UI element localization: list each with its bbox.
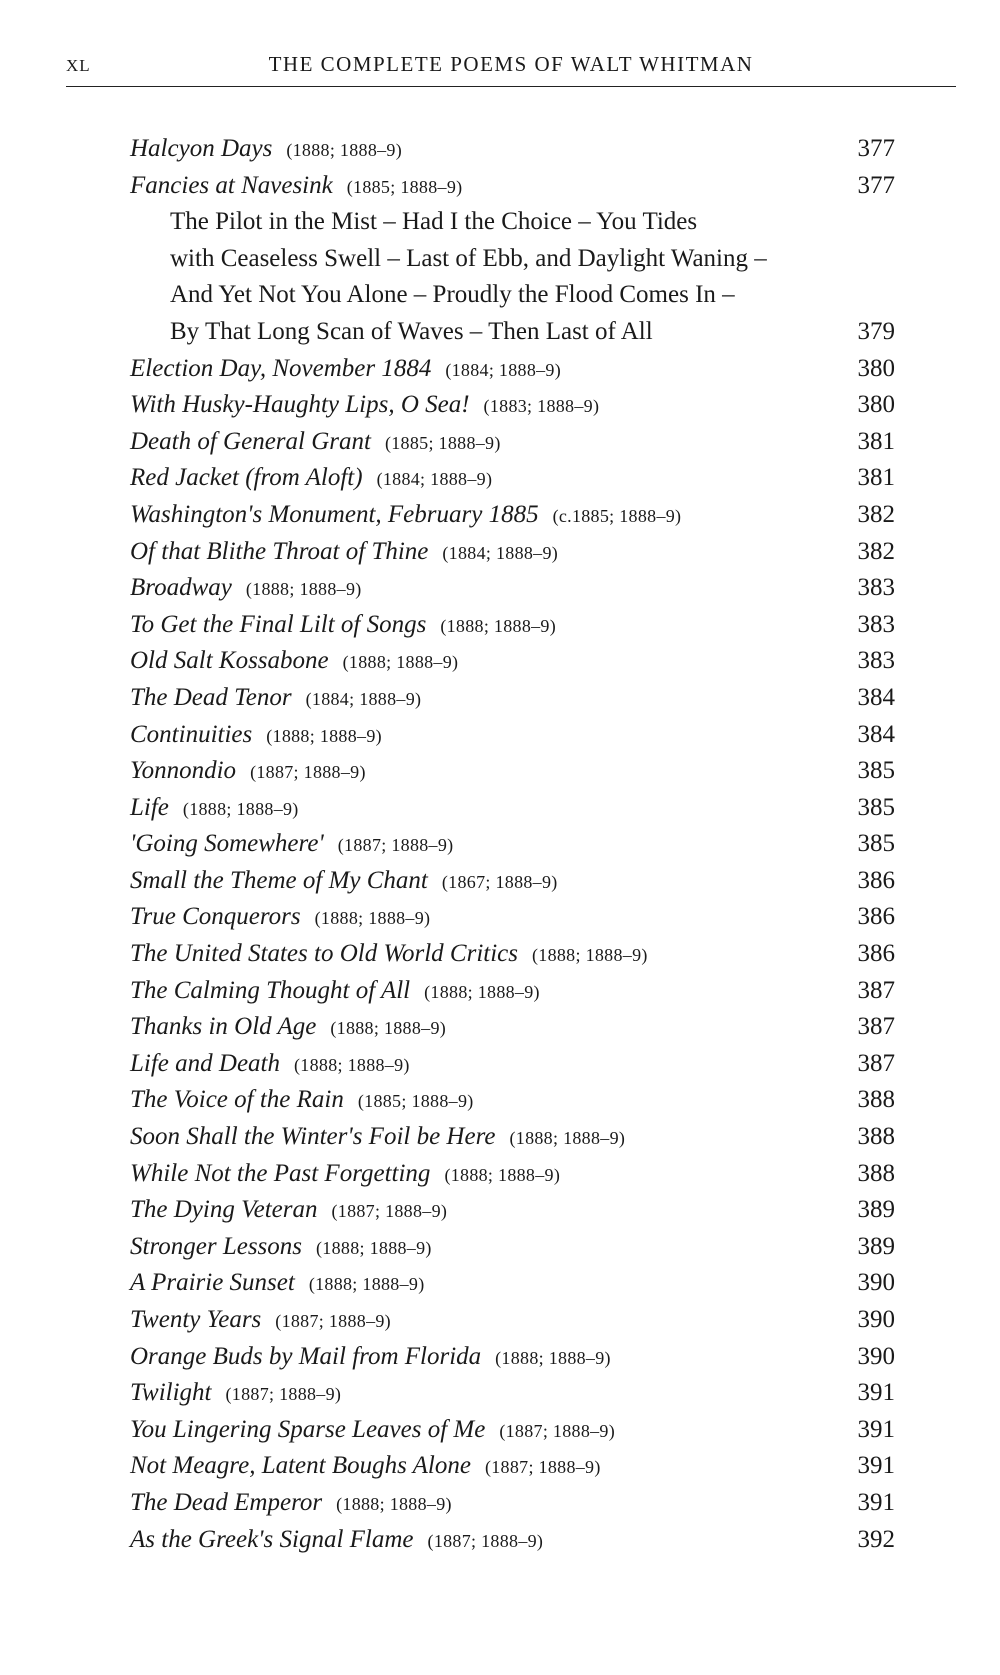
toc-page-number: 387	[857, 1049, 895, 1077]
toc-entry	[130, 534, 895, 571]
toc-entry	[130, 1302, 895, 1339]
toc-page-number: 382	[857, 500, 895, 528]
toc-poem-title: As the Greek's Signal Flame	[130, 1525, 414, 1553]
toc-poem-dates: (1887; 1888–9)	[250, 762, 366, 783]
toc-poem-dates: (1885; 1888–9)	[357, 1091, 474, 1112]
toc-poem-dates: (1884; 1888–9)	[445, 359, 562, 380]
toc-entry	[130, 204, 895, 350]
toc-entry	[130, 1082, 895, 1119]
toc-entry	[130, 643, 895, 680]
toc-poem-title: 'Going Somewhere'	[130, 830, 324, 858]
toc-poem-dates: (1888; 1888–9)	[330, 1018, 447, 1039]
toc-poem-title: The Dying Veteran	[130, 1196, 318, 1224]
toc-page-number: 389	[857, 1232, 895, 1260]
toc-poem-dates: (1885; 1888–9)	[346, 176, 463, 197]
toc-entry	[130, 607, 895, 644]
toc-poem-title: Twenty Years	[130, 1306, 262, 1333]
toc-poem-dates: (1888; 1888–9)	[336, 1493, 452, 1514]
toc-poem-title: Red Jacket (from Aloft)	[130, 464, 363, 492]
running-title: THE COMPLETE POEMS OF WALT WHITMAN	[268, 52, 754, 76]
toc-entry	[130, 1009, 895, 1046]
toc-poem-dates: (1887; 1888–9)	[337, 835, 454, 856]
toc-poem-title: Orange Buds by Mail from Florida	[130, 1342, 482, 1370]
toc-entry	[130, 863, 895, 900]
toc-entry	[130, 168, 895, 205]
toc-poem-title: Washington's Monument, February 1885	[130, 500, 539, 528]
toc-poem-title: Death of General Grant	[130, 427, 371, 455]
running-header	[66, 50, 956, 87]
toc-entry	[130, 1485, 895, 1522]
toc-page-number: 382	[857, 537, 895, 565]
toc-page-number: 390	[857, 1342, 895, 1370]
toc-entry	[130, 1119, 895, 1156]
toc-page-number: 390	[857, 1269, 895, 1297]
toc-entry	[130, 1412, 895, 1449]
toc-entry	[130, 351, 895, 388]
page-number: XL	[66, 56, 91, 75]
toc-page-number: 389	[857, 1196, 895, 1224]
toc-entry	[130, 1265, 895, 1302]
toc-entry	[130, 387, 895, 424]
toc-poem-title: Broadway	[130, 574, 232, 602]
toc-entry	[130, 1522, 895, 1559]
toc-poem-title: Fancies at Navesink	[130, 171, 333, 199]
toc-entry	[130, 497, 895, 534]
toc-poem-title: Election Day, November 1884	[130, 354, 432, 382]
toc-poem-title: Yonnondio	[130, 757, 237, 785]
toc-poem-title: Life and Death	[130, 1049, 280, 1077]
toc-entry	[130, 1046, 895, 1083]
toc-entry	[130, 680, 895, 717]
toc-poem-dates: (1888; 1888–9)	[440, 615, 557, 636]
toc-page-number: 383	[857, 610, 895, 638]
toc-poem-dates: (1887; 1888–9)	[499, 1420, 616, 1441]
toc-poem-dates: (1888; 1888–9)	[495, 1347, 611, 1368]
toc-entry	[130, 131, 895, 168]
toc-subentry-line: By That Long Scan of Waves – Then Last of All	[170, 317, 653, 345]
toc-entry	[130, 460, 895, 497]
toc-poem-dates: (1888; 1888–9)	[444, 1164, 561, 1185]
toc-poem-dates: (1888; 1888–9)	[509, 1128, 626, 1149]
toc-page-number: 383	[857, 574, 895, 602]
toc-poem-title: Thanks in Old Age	[130, 1013, 317, 1041]
toc-entry	[130, 424, 895, 461]
toc-poem-dates: (1888; 1888–9)	[245, 579, 362, 600]
toc-poem-title: Life	[130, 793, 169, 821]
toc-poem-dates: (1884; 1888–9)	[442, 542, 559, 563]
toc-poem-title: Soon Shall the Winter's Foil be Here	[130, 1123, 496, 1151]
toc-poem-title: You Lingering Sparse Leaves of Me	[130, 1415, 486, 1443]
toc-entry	[130, 1339, 895, 1376]
toc-poem-dates: (1888; 1888–9)	[424, 981, 540, 1002]
toc-poem-dates: (1884; 1888–9)	[305, 688, 422, 709]
toc-entry	[130, 973, 895, 1010]
toc-page-number: 383	[857, 647, 895, 675]
toc-subentry-line: The Pilot in the Mist – Had I the Choice – You Tides	[170, 208, 698, 236]
toc-poem-dates: (1884; 1888–9)	[376, 469, 493, 490]
toc-page-number: 391	[857, 1415, 895, 1443]
toc-poem-dates: (1888; 1888–9)	[286, 140, 403, 160]
toc-page-number: 384	[857, 720, 895, 748]
toc-subentry-line: with Ceaseless Swell – Last of Ebb, and Daylight Waning –	[170, 244, 767, 272]
toc-poem-dates: (1888; 1888–9)	[266, 725, 382, 746]
toc-page-number: 377	[857, 171, 895, 199]
toc-poem-title: With Husky-Haughty Lips, O Sea!	[130, 391, 470, 419]
toc-poem-dates: (1887; 1888–9)	[225, 1384, 342, 1405]
toc-page-number: 380	[857, 391, 895, 419]
toc-poem-dates: (1887; 1888–9)	[484, 1457, 601, 1478]
toc-poem-title: Small the Theme of My Chant	[130, 866, 428, 894]
toc-page-number: 386	[857, 903, 895, 931]
toc-poem-title: The Calming Thought of All	[130, 976, 411, 1004]
toc-page-number: 385	[857, 830, 895, 858]
toc-page-number: 392	[857, 1525, 895, 1553]
toc-poem-dates: (1883; 1888–9)	[483, 396, 600, 417]
toc-poem-title: Old Salt Kossabone	[130, 647, 329, 675]
toc-poem-title: Continuities	[130, 720, 253, 748]
toc-entry	[130, 936, 895, 973]
toc-poem-title: True Conquerors	[130, 903, 301, 931]
toc-poem-title: Stronger Lessons	[130, 1232, 303, 1260]
toc-page-number: 386	[857, 866, 895, 894]
toc-poem-dates: (1888; 1888–9)	[182, 798, 299, 819]
toc-page-number: 380	[857, 354, 895, 382]
toc-page-number: 377	[857, 135, 895, 162]
toc-entry	[130, 826, 895, 863]
toc-poem-dates: (1888; 1888–9)	[531, 945, 648, 966]
toc-page-number: 388	[857, 1086, 895, 1114]
toc-entry	[130, 1156, 895, 1193]
toc-poem-dates: (c.1885; 1888–9)	[552, 505, 682, 526]
toc-page-number: 379	[857, 317, 895, 345]
toc-entry	[130, 570, 895, 607]
toc-poem-title: While Not the Past Forgetting	[130, 1159, 431, 1187]
toc-poem-dates: (1888; 1888–9)	[314, 908, 431, 929]
toc-page-number: 391	[857, 1452, 895, 1480]
toc-entry	[130, 899, 895, 936]
toc-poem-dates: (1888; 1888–9)	[316, 1237, 432, 1258]
toc-poem-dates: (1887; 1888–9)	[275, 1311, 391, 1331]
toc-page-number: 386	[857, 940, 895, 968]
toc-subentry-line: And Yet Not You Alone – Proudly the Flood Comes In –	[170, 281, 735, 309]
toc-poem-dates: (1888; 1888–9)	[308, 1274, 425, 1295]
toc-poem-dates: (1887; 1888–9)	[331, 1201, 448, 1222]
toc-page-number: 381	[857, 464, 895, 492]
toc-poem-title: Twilight	[130, 1379, 212, 1407]
toc-poem-title: The Dead Emperor	[130, 1488, 323, 1516]
toc-poem-title: Of that Blithe Throat of Thine	[130, 537, 429, 565]
toc-entry	[130, 1375, 895, 1412]
toc-entry	[130, 1192, 895, 1229]
table-of-contents	[130, 131, 895, 1558]
toc-page-number: 384	[857, 683, 895, 711]
toc-poem-title: The United States to Old World Critics	[130, 940, 518, 968]
toc-poem-title: A Prairie Sunset	[130, 1269, 295, 1297]
toc-page-number: 388	[857, 1123, 895, 1151]
toc-poem-title: The Voice of the Rain	[130, 1086, 344, 1114]
toc-poem-dates: (1885; 1888–9)	[384, 432, 501, 453]
toc-page-number: 385	[857, 757, 895, 785]
toc-poem-dates: (1887; 1888–9)	[427, 1530, 544, 1551]
toc-entry	[130, 717, 895, 754]
toc-page-number: 381	[857, 427, 895, 455]
toc-poem-dates: (1888; 1888–9)	[342, 652, 459, 673]
toc-poem-title: To Get the Final Lilt of Songs	[130, 610, 427, 638]
toc-page-number: 385	[857, 793, 895, 821]
toc-poem-dates: (1888; 1888–9)	[294, 1054, 410, 1075]
toc-poem-dates: (1867; 1888–9)	[441, 871, 558, 892]
toc-poem-title: Not Meagre, Latent Boughs Alone	[130, 1452, 471, 1480]
toc-entry	[130, 1229, 895, 1266]
toc-entry	[130, 753, 895, 790]
toc-poem-title: Halcyon Days	[130, 135, 273, 162]
toc-entry	[130, 1448, 895, 1485]
toc-page-number: 387	[857, 976, 895, 1004]
toc-page-number: 390	[857, 1306, 895, 1333]
toc-page-number: 391	[857, 1488, 895, 1516]
toc-page-number: 387	[857, 1013, 895, 1041]
toc-entry	[130, 790, 895, 827]
toc-page-number: 391	[857, 1379, 895, 1407]
toc-poem-title: The Dead Tenor	[130, 683, 292, 711]
toc-page-number: 388	[857, 1159, 895, 1187]
